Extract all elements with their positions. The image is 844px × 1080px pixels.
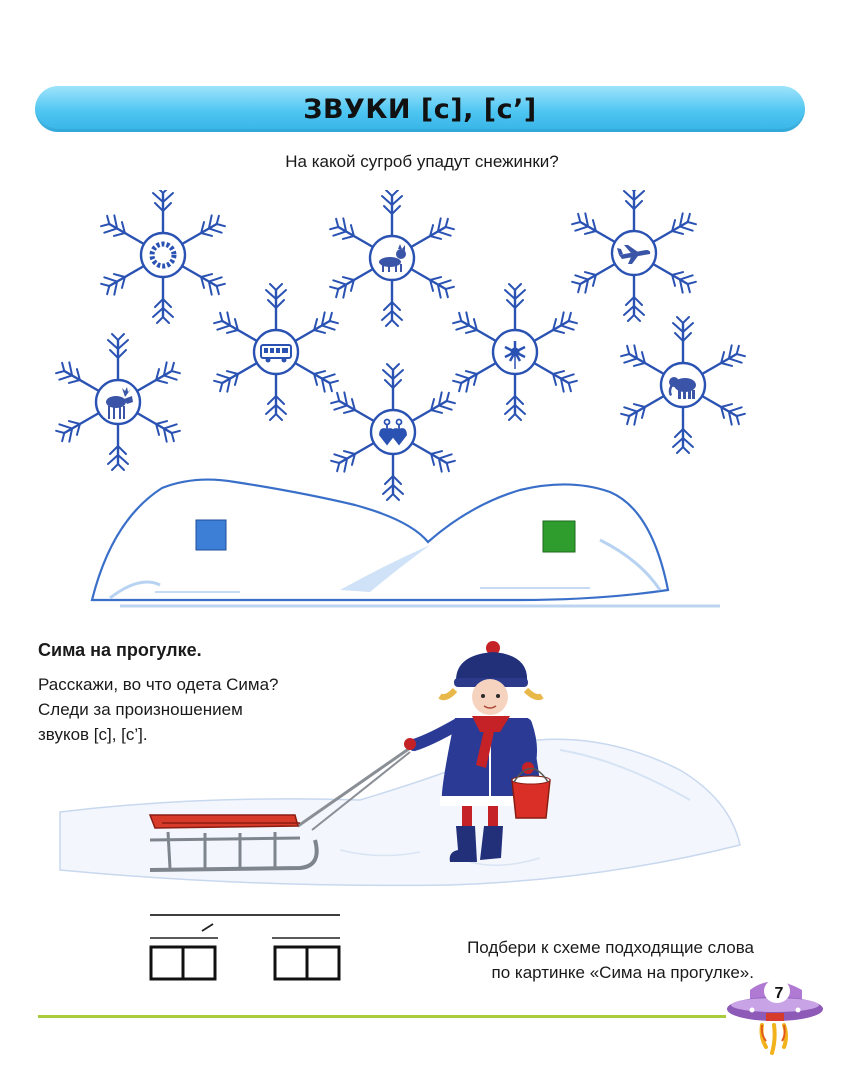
snow-drifts [92, 480, 720, 606]
section-heading: Сима на прогулке. [38, 640, 202, 660]
snowflake-earrings [329, 364, 457, 500]
snowflake-lynx [328, 190, 456, 326]
snowflake-elephant [619, 317, 747, 453]
schema-right-word [275, 947, 339, 979]
snowflake-beads [99, 190, 227, 323]
section-instructions [38, 672, 279, 747]
green-square-marker [543, 521, 575, 552]
snowflake-question: На какой сугроб упадут снежинки? [285, 152, 559, 171]
schema-task [467, 935, 754, 985]
task-line: по картинке «Сима на прогулке». [491, 963, 754, 982]
snowflake-cornflower [451, 284, 579, 420]
blue-square-marker [196, 520, 226, 550]
footer-divider [38, 1015, 726, 1018]
page-number: 7 [774, 985, 784, 1002]
sound-schema [140, 905, 355, 985]
task-line: Подбери к схеме подходящие слова [467, 938, 754, 957]
snowflake-moose [54, 334, 182, 470]
sima-scene-illustration [0, 620, 844, 900]
title-banner [35, 86, 805, 132]
instruction-line: Следи за произношением [38, 700, 243, 719]
schema-left-word [151, 947, 215, 979]
page-title: ЗВУКИ [с], [с’] [303, 93, 537, 125]
snowflake-bus [212, 284, 340, 420]
snowflake-airplane [570, 190, 698, 321]
instruction-line: Расскажи, во что одета Сима? [38, 675, 279, 694]
instruction-line: звуков [с], [с’]. [38, 725, 148, 744]
snowflake-field [0, 190, 844, 620]
